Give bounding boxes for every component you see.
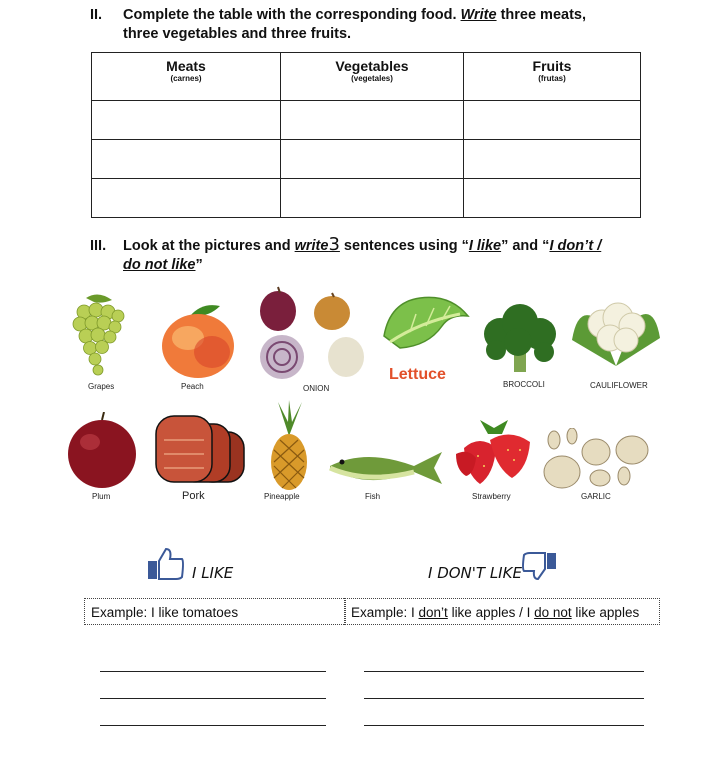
header-subtitle: (vegetales) (351, 74, 393, 83)
grapes-image (62, 290, 134, 380)
section-2-instruction (90, 6, 650, 44)
plum-image (62, 412, 140, 490)
header-meats (92, 53, 281, 101)
header-title: Vegetables (335, 58, 409, 74)
example-dont: don’t (418, 605, 448, 620)
pork-caption: Pork (182, 490, 205, 502)
header-title: Fruits (532, 58, 572, 74)
instruction-text: Look at the pictures and (123, 238, 295, 254)
i-like-phrase: I like (468, 238, 502, 254)
example-do-not: do not (534, 605, 572, 620)
section-number: II. (90, 7, 103, 23)
do-not-like-phrase: do not like (123, 257, 196, 273)
example-text: Example: I (351, 605, 419, 620)
answer-cell[interactable] (92, 179, 281, 218)
onion-image (254, 285, 370, 385)
answer-cell[interactable] (464, 140, 641, 179)
instruction-text: ” (195, 257, 203, 273)
fish-image (326, 444, 446, 492)
i-dont-phrase: I don’t / (549, 238, 602, 254)
thumbs-down-icon (522, 551, 558, 581)
answer-cell[interactable] (92, 101, 281, 140)
peach-image (150, 300, 242, 380)
pineapple-image (264, 400, 314, 492)
answer-cell[interactable] (281, 140, 464, 179)
dislike-example-box (344, 598, 660, 625)
handwritten-number: 3 (328, 234, 340, 255)
example-text: like apples (571, 605, 640, 620)
garlic-caption: GARLIC (581, 492, 611, 501)
header-vegetables (281, 53, 464, 101)
header-title: Meats (166, 58, 206, 74)
instruction-text: sentences using “ (339, 238, 469, 254)
dislike-answer-line[interactable] (364, 698, 644, 699)
write-word: write (294, 238, 329, 254)
peach-caption: Peach (181, 382, 204, 391)
strawberry-caption: Strawberry (472, 492, 511, 501)
broccoli-image (478, 300, 562, 376)
answer-cell[interactable] (281, 101, 464, 140)
like-answer-line[interactable] (100, 725, 326, 726)
dislike-answer-line[interactable] (364, 671, 644, 672)
like-example-box (84, 598, 346, 625)
table-row (92, 179, 641, 218)
instruction-text: ” and “ (501, 238, 550, 254)
header-subtitle: (carnes) (170, 74, 202, 83)
grapes-caption: Grapes (88, 382, 115, 391)
like-example-text: Example: I like tomatoes (91, 605, 239, 620)
section-number: III. (90, 238, 107, 254)
header-fruits (464, 53, 641, 101)
table-row (92, 101, 641, 140)
write-word: Write (460, 7, 497, 23)
instruction-text: three meats, (496, 7, 587, 23)
header-subtitle: (frutas) (538, 74, 566, 83)
table-row (92, 140, 641, 179)
like-answer-line[interactable] (100, 698, 326, 699)
dislike-answer-line[interactable] (364, 725, 644, 726)
cauliflower-image (568, 290, 664, 374)
strawberry-image (450, 414, 540, 490)
broccoli-caption: BROCCOLI (503, 380, 545, 389)
cauliflower-caption: CAULIFLOWER (590, 381, 648, 390)
garlic-image (540, 428, 660, 492)
food-table (91, 52, 641, 218)
thumbs-up-icon (146, 547, 186, 581)
lettuce-image (380, 292, 472, 354)
like-label: I LIKE (192, 564, 234, 582)
instruction-line-2: three vegetables and three fruits. (123, 26, 352, 42)
pineapple-caption: Pineapple (264, 492, 300, 501)
fish-caption: Fish (365, 492, 381, 501)
example-text: like apples / I (447, 605, 535, 620)
section-3-instruction (90, 235, 650, 275)
plum-caption: Plum (92, 492, 111, 501)
pork-image (150, 410, 250, 490)
answer-cell[interactable] (281, 179, 464, 218)
answer-cell[interactable] (464, 179, 641, 218)
dislike-label: I DON'T LIKE (428, 564, 522, 582)
instruction-text: Complete the table with the corresponding food. (123, 7, 461, 23)
onion-caption: ONION (303, 384, 330, 393)
like-answer-line[interactable] (100, 671, 326, 672)
answer-cell[interactable] (92, 140, 281, 179)
lettuce-caption: Lettuce (389, 366, 446, 383)
answer-cell[interactable] (464, 101, 641, 140)
